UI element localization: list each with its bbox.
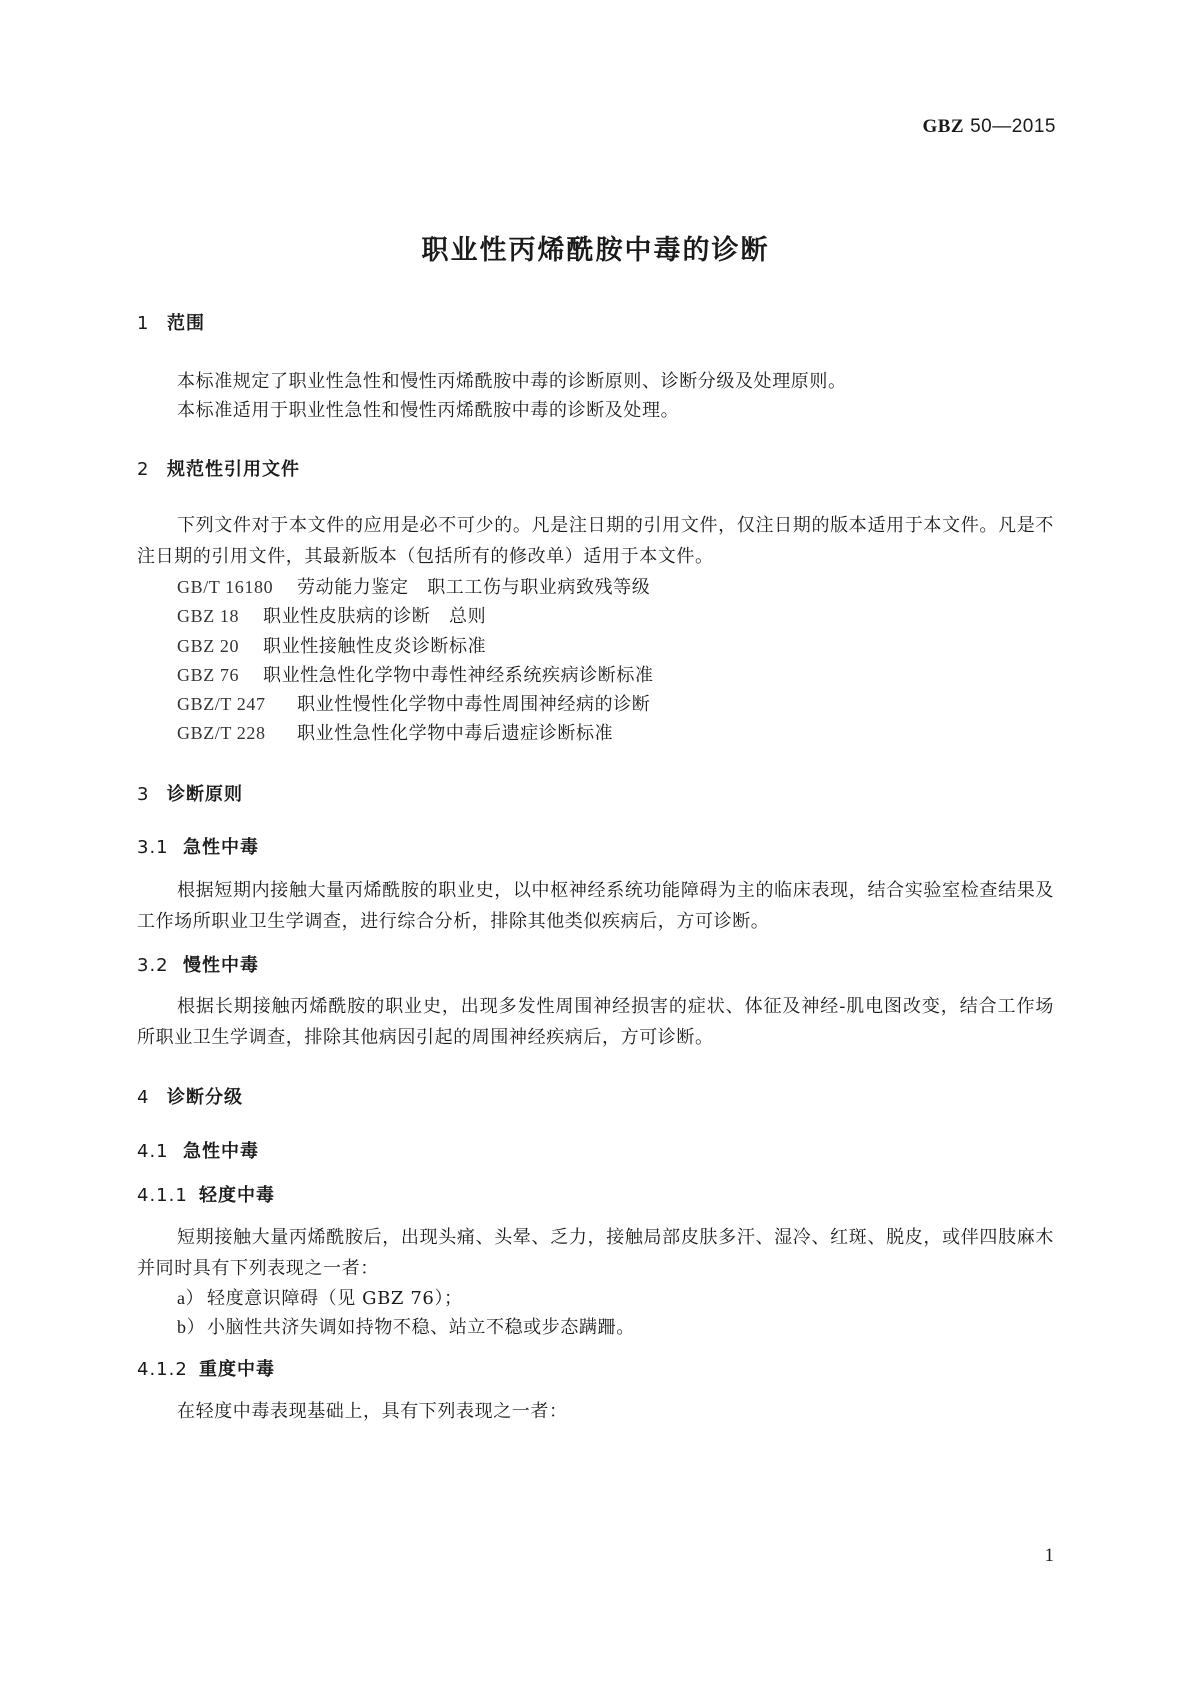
- section-3-heading: 3 诊断原则: [137, 784, 243, 805]
- section-4-1-2-heading: 4.1.2 重度中毒: [137, 1359, 275, 1380]
- section-4-1-2-paragraph: 在轻度中毒表现基础上，具有下列表现之一者：: [177, 1401, 568, 1422]
- section-2-paragraph: 下列文件对于本文件的应用是必不可少的。凡是注日期的引用文件，仅注日期的版本适用于本文件。凡是不注日期的引用文件，其最新版本（包括所有的修改单）适用于本文件。: [137, 515, 1054, 567]
- reference-item: GBZ 76 职业性急性化学物中毒性神经系统疾病诊断标准: [177, 665, 654, 686]
- reference-item: GB/T 16180 劳动能力鉴定 职工工伤与职业病致残等级: [177, 577, 651, 598]
- section-2-heading: 2 规范性引用文件: [137, 459, 300, 480]
- section-1-heading: 1 范围: [137, 313, 205, 334]
- section-4-1-1-paragraph: 短期接触大量丙烯酰胺后，出现头痛、头晕、乏力，接触局部皮肤多汗、湿冷、红斑、脱皮，或伴四肢麻木并同时具有下列表现之一者：: [137, 1227, 1054, 1279]
- list-item: b）小脑性共济失调如持物不稳、站立不稳或步态蹒跚。: [177, 1317, 635, 1338]
- list-item: a） 轻度意识障碍（见 GBZ 76）；: [177, 1288, 463, 1309]
- section-4-1-heading: 4.1 急性中毒: [137, 1141, 259, 1162]
- section-3-2-heading: 3.2 慢性中毒: [137, 955, 259, 976]
- reference-item: GBZ/T 247 职业性慢性化学物中毒性周围神经病的诊断: [177, 694, 651, 715]
- section-1-paragraph-1: 本标准规定了职业性急性和慢性丙烯酰胺中毒的诊断原则、诊断分级及处理原则。: [177, 371, 847, 392]
- section-3-1-paragraph: 根据短期内接触大量丙烯酰胺的职业史，以中枢神经系统功能障碍为主的临床表现，结合实验室检查结果及工作场所职业卫生学调查，进行综合分析，排除其他类似疾病后，方可诊断。: [137, 880, 1054, 932]
- section-4-1-1-heading: 4.1.1 轻度中毒: [137, 1185, 275, 1206]
- page-number: 1: [1044, 1545, 1054, 1566]
- section-1-paragraph-2: 本标准适用于职业性急性和慢性丙烯酰胺中毒的诊断及处理。: [177, 400, 680, 421]
- section-4-heading: 4 诊断分级: [137, 1087, 243, 1108]
- reference-item: GBZ 20 职业性接触性皮炎诊断标准: [177, 636, 487, 657]
- reference-item: GBZ 18 职业性皮肤病的诊断 总则: [177, 606, 487, 627]
- section-3-1-heading: 3.1 急性中毒: [137, 837, 259, 858]
- document-title: 职业性丙烯酰胺中毒的诊断: [421, 235, 770, 266]
- reference-item: GBZ/T 228 职业性急性化学物中毒后遗症诊断标准: [177, 723, 614, 744]
- section-3-2-paragraph: 根据长期接触丙烯酰胺的职业史，出现多发性周围神经损害的症状、体征及神经-肌电图改变，结合工作场所职业卫生学调查，排除其他病因引起的周围神经疾病后，方可诊断。: [137, 996, 1054, 1048]
- standard-code: GBZ 50—2015: [922, 116, 1056, 137]
